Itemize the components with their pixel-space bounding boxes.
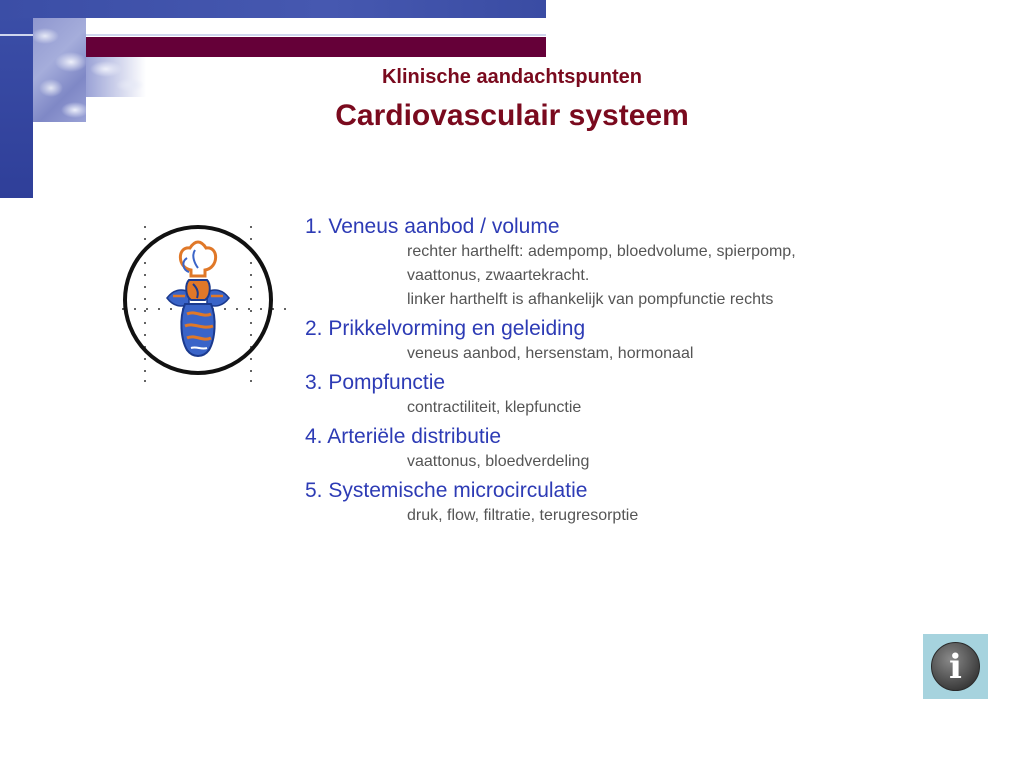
- list-item: [305, 424, 1005, 474]
- item-detail: rechter harthelft: adempomp, bloedvolume, spierpomp,: [407, 243, 796, 260]
- slide-title: Cardiovasculair systeem: [335, 99, 689, 132]
- item-detail: vaattonus, bloedverdeling: [407, 453, 590, 470]
- list-item: [305, 214, 1005, 312]
- item-heading: 5. Systemische microcirculatie: [305, 479, 588, 502]
- list-item: [305, 478, 1005, 528]
- header-top-bar: [0, 0, 546, 18]
- info-icon: [923, 634, 988, 699]
- content-list: [305, 214, 1005, 532]
- info-button[interactable]: [923, 634, 988, 699]
- circulation-diagram-icon: [115, 218, 290, 388]
- item-detail: contractiliteit, klepfunctie: [407, 399, 582, 416]
- list-item: [305, 316, 1005, 366]
- header-maroon-bar: [86, 37, 546, 57]
- item-detail: vaattonus, zwaartekracht.: [407, 267, 590, 284]
- item-detail: veneus aanbod, hersenstam, hormonaal: [407, 345, 694, 362]
- item-heading: 1. Veneus aanbod / volume: [305, 215, 560, 238]
- info-glyph: i: [949, 647, 962, 687]
- item-heading: 4. Arteriële distributie: [305, 425, 502, 448]
- slide-subtitle: Klinische aandachtspunten: [381, 66, 643, 88]
- item-heading: 2. Prikkelvorming en geleiding: [305, 317, 586, 340]
- list-item: [305, 370, 1005, 420]
- item-detail: linker harthelft is afhankelijk van pompfunctie rechts: [407, 291, 774, 308]
- item-detail: druk, flow, filtratie, terugresorptie: [407, 507, 639, 524]
- item-heading: 3. Pompfunctie: [305, 371, 446, 394]
